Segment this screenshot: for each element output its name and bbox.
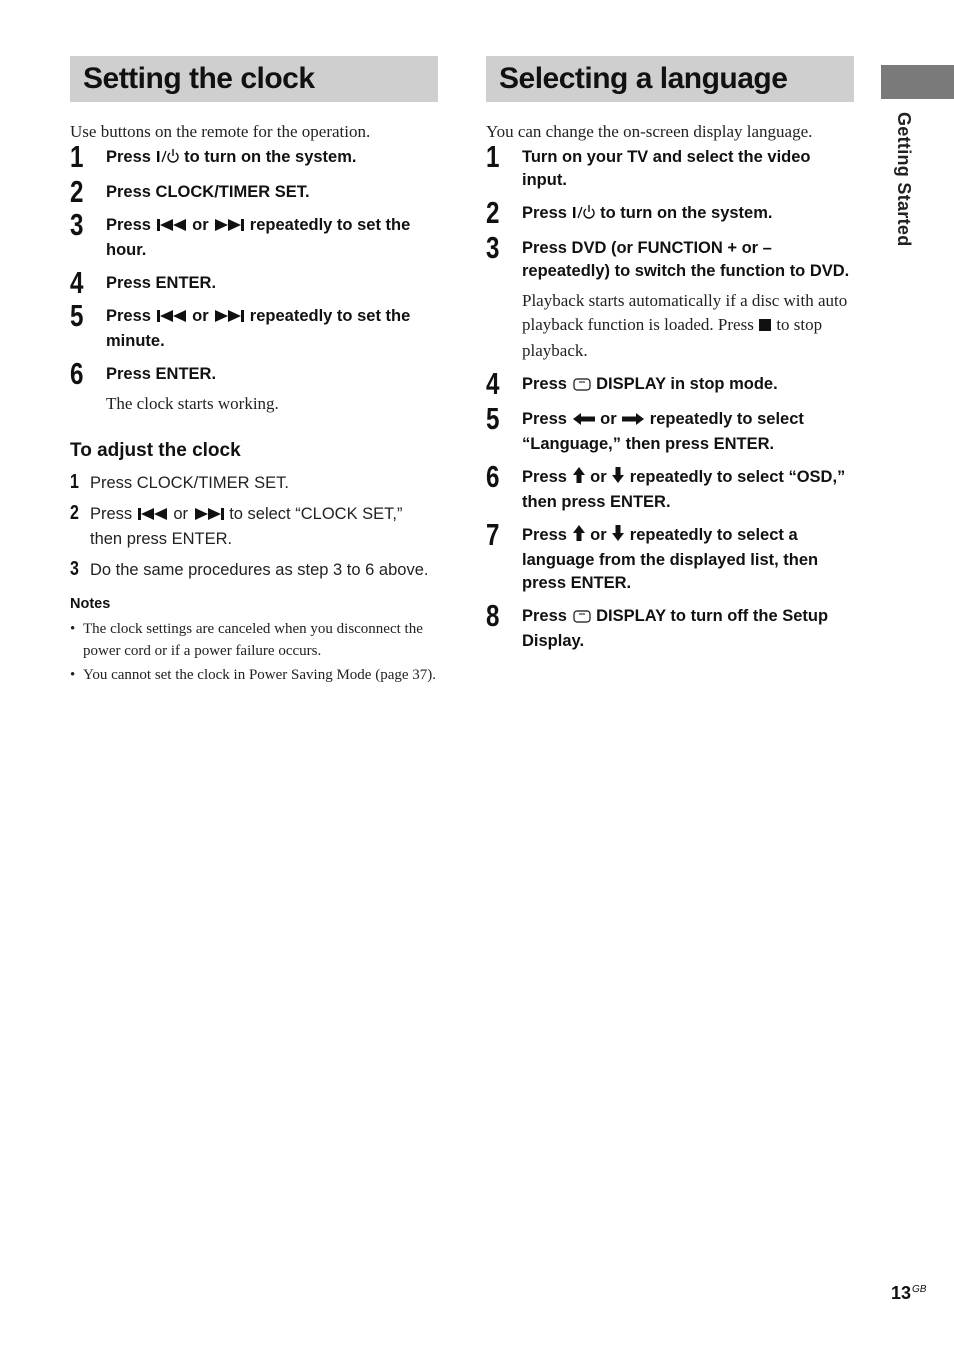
language-step-8: 8 Press DISPLAY to turn off the Setup Display. (486, 598, 829, 650)
svg-text:I: I (155, 149, 160, 164)
skip-next-icon (213, 307, 245, 330)
clock-step-5: 5 Press or repeatedly to set the minute. (70, 298, 411, 350)
arrow-right-icon (621, 410, 645, 433)
power-icon (572, 204, 596, 227)
step-number: 6 (486, 459, 500, 494)
clock-step-6: 6 Press ENTER. The clock starts working. (70, 363, 438, 416)
power-icon (156, 148, 180, 171)
language-step-1: 1 Turn on your TV and select the video input. (486, 139, 811, 189)
step-number: 1 (70, 139, 84, 174)
adjust-step-2: 2 Press or to select “CLOCK SET,” then press ENTER. (70, 502, 403, 548)
note-item: • The clock settings are canceled when you disconnect the power cord or if a power failure occurs. (70, 618, 438, 662)
language-step-5: 5 Press or repeatedly to select “Language,” then press ENTER. (486, 401, 804, 453)
step-number: 4 (486, 366, 500, 401)
clock-step-4: 4 Press ENTER. (70, 265, 217, 300)
step-number: 4 (70, 265, 84, 300)
arrow-down-icon (611, 466, 625, 491)
stop-icon (758, 315, 772, 339)
side-tab-marker (881, 65, 954, 99)
language-step-6: 6 Press or repeatedly to select “OSD,” then press ENTER. (486, 459, 846, 511)
page-number: $13^{GB}$ (891, 1283, 927, 1303)
skip-previous-icon (156, 216, 188, 239)
display-button-icon (572, 607, 592, 630)
step-number: 1 (486, 139, 500, 174)
section-title-clock: Setting the clock (70, 56, 438, 102)
skip-previous-icon (137, 505, 169, 528)
arrow-left-icon (572, 410, 596, 433)
clock-step-3: 3 Press or repeatedly to set the hour. (70, 207, 411, 259)
note-item: • You cannot set the clock in Power Saving Mode (page 37). (70, 664, 438, 686)
step-number: 3 (70, 207, 84, 242)
step-note: Playback starts automatically if a disc with auto playback function is loaded. Press to stop playback. (522, 291, 848, 360)
language-step-3: 3 Press DVD (or FUNCTION + or – repeatedly) to switch the function to DVD. Playback starts automatically if a disc with auto playback function is loaded. Press to stop playback. (486, 237, 854, 363)
clock-step-2: 2 Press CLOCK/TIMER SET. (70, 174, 310, 209)
language-intro: You can change the on-screen display language. (486, 122, 813, 141)
clock-intro: Use buttons on the remote for the operation. (70, 122, 371, 141)
language-step-4: 4 Press DISPLAY in stop mode. (486, 366, 778, 401)
step-note: The clock starts working. (106, 394, 279, 413)
adjust-step-1: 1 Press CLOCK/TIMER SET. (70, 471, 289, 493)
language-step-7: 7 Press or repeatedly to select a language from the displayed list, then press ENTER. (486, 517, 819, 592)
step-number: 5 (486, 401, 500, 436)
arrow-up-icon (572, 466, 586, 491)
skip-next-icon (193, 505, 225, 528)
left-column (70, 56, 438, 688)
skip-previous-icon (156, 307, 188, 330)
side-tab-label: Getting Started (894, 112, 914, 247)
display-button-icon (572, 375, 592, 398)
arrow-down-icon (611, 524, 625, 549)
clock-step-1: 1 Press I to turn on the system. (70, 139, 357, 174)
section-title-language: Selecting a language (486, 56, 854, 102)
adjust-step-3: 3 Do the same procedures as step 3 to 6 above. (70, 558, 429, 580)
right-column (486, 56, 854, 663)
step-number: 7 (486, 517, 500, 552)
step-number: 6 (70, 356, 84, 391)
language-step-2: 2 Press I to turn on the system. (486, 195, 773, 230)
svg-text:I: I (571, 205, 576, 220)
arrow-up-icon (572, 524, 586, 549)
step-number: 2 (70, 174, 84, 209)
skip-next-icon (213, 216, 245, 239)
step-number: 5 (70, 298, 84, 333)
adjust-clock-heading: To adjust the clock (70, 440, 241, 461)
step-number: 3 (486, 230, 500, 265)
step-number: 8 (486, 598, 500, 633)
step-number: 2 (486, 195, 500, 230)
notes-heading: Notes (70, 596, 111, 612)
